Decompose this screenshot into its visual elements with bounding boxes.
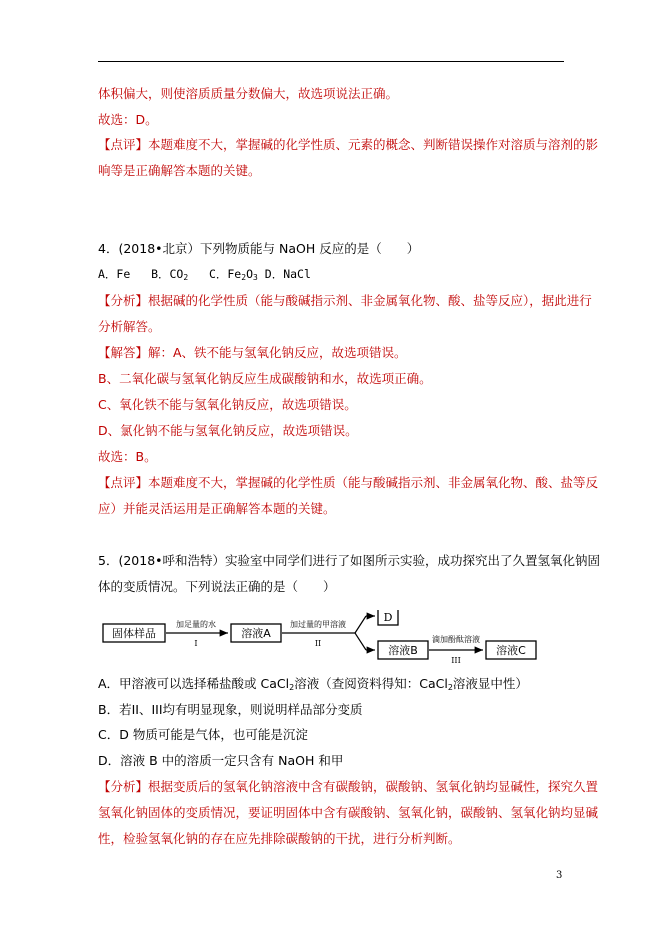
question-5-stem: 5．(2018•呼和浩特）实验室中同学们进行了如图所示实验，成功探究出了久置氢氧化钠固 — [98, 553, 601, 568]
text-line: D、氯化钠不能与氢氧化钠反应，故选项错误。 — [98, 423, 358, 438]
text-line: 性，检验氢氧化钠的存在应先排除碳酸钠的干扰，进行分析判断。 — [98, 831, 461, 846]
page-number: 3 — [556, 870, 563, 881]
text-line: C、氧化铁不能与氢氧化钠反应，故选项错误。 — [98, 397, 357, 412]
step-3-label: 滴加酚酞溶液 — [432, 635, 480, 644]
question-4-stem: 4．(2018•北京）下列物质能与 NaOH 反应的是（ ） — [98, 241, 420, 256]
solution-b-label: 溶液B — [388, 644, 418, 657]
text-line: 【点评】本题难度不大，掌握碱的化学性质（能与酸碱指示剂、非金属氧化物、酸、盐等反 — [98, 475, 599, 490]
option-b: B．$CO_2$ — [151, 267, 189, 282]
experiment-flow-diagram — [100, 610, 550, 664]
option-b: B．若II、III均有明显现象，则说明样品部分变质 — [98, 702, 363, 717]
text-line: 【点评】本题难度不大，掌握碱的化学性质、元素的概念、判断错误操作对溶质与溶剂的影 — [98, 137, 599, 152]
option-c: C．D 物质可能是气体，也可能是沉淀 — [98, 727, 308, 742]
header-rule — [98, 61, 564, 62]
solution-c-label: 溶液C — [496, 644, 526, 657]
option-a: A．Fe — [98, 267, 131, 281]
text-line: 【分析】根据碱的化学性质（能与酸碱指示剂、非金属氧化物、酸、盐等反应），据此进行 — [98, 293, 592, 308]
step-1-number: I — [194, 639, 198, 648]
product-d-label: D — [383, 611, 393, 624]
text-line: 故选：B。 — [98, 449, 157, 464]
option-d: D．溶液 B 中的溶质一定只含有 NaOH 和甲 — [98, 753, 344, 768]
step-1-label: 加足量的水 — [176, 620, 216, 629]
step-3-number: III — [451, 656, 461, 664]
text-line: 应）并能灵活运用是正确解答本题的关键。 — [98, 501, 336, 516]
option-a: A．甲溶液可以选择稀盐酸或 CaCl$_2$溶液（查阅资料得知：CaCl$_2$溶液显中性） — [98, 676, 528, 692]
text-line: 分析解答。 — [98, 319, 161, 334]
step-2-number: II — [314, 639, 322, 648]
text-line: 响等是正确解答本题的关键。 — [98, 163, 261, 178]
option-c: C．$Fe_2O_3$ — [208, 267, 258, 282]
text-line: B、二氧化碳与氢氧化钠反应生成碳酸钠和水，故选项正确。 — [98, 371, 432, 386]
question-4-options — [98, 266, 311, 286]
step-2-label: 加过量的甲溶液 — [290, 620, 346, 629]
text-line: 【解答】解：A、铁不能与氢氧化钠反应，故选项错误。 — [98, 345, 407, 360]
arrow-branch-down — [355, 633, 366, 650]
solid-sample-label: 固体样品 — [112, 627, 156, 640]
text-line: 【分析】根据变质后的氢氧化钠溶液中含有碳酸钠，碳酸钠、氢氧化钠均显碱性，探究久置 — [98, 779, 599, 794]
question-5-stem: 体的变质情况。下列说法正确的是（ ） — [98, 579, 336, 594]
arrow-branch-up — [355, 616, 366, 633]
option-d: D．NaCl — [264, 267, 311, 281]
text-line: 氢氧化钠固体的变质情况，要证明固体中含有碳酸钠、氢氧化钠，碳酸钠、氢氧化钠均显碱 — [98, 805, 599, 820]
text-line: 体积偏大，则使溶质质量分数偏大，故选项说法正确。 — [98, 86, 399, 101]
text-line: 故选：D。 — [98, 112, 158, 127]
solution-a-label: 溶液A — [241, 627, 271, 640]
